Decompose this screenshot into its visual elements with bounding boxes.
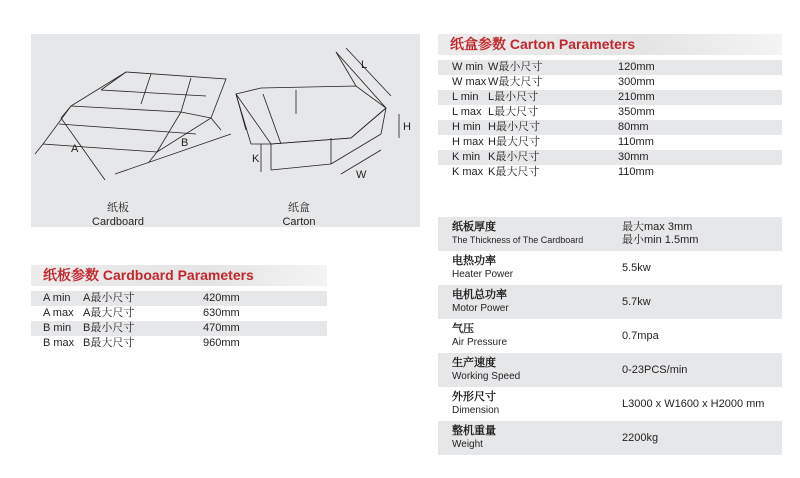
table-row — [438, 90, 782, 105]
cardboard-caption — [83, 201, 153, 229]
param-name: A max — [43, 306, 83, 321]
spec-value-min: 最小min 1.5mm — [622, 234, 699, 246]
spec-label-en: Working Speed — [452, 371, 521, 382]
param-value: 470mm — [203, 321, 327, 336]
param-name: W max — [452, 76, 487, 88]
carton-caption — [264, 201, 334, 229]
spec-value: 2200kg — [622, 421, 782, 455]
param-zh: W最小尺寸 — [488, 60, 618, 75]
param-zh: B最大尺寸 — [83, 336, 203, 351]
spec-value: 5.5kw — [622, 251, 782, 285]
table-row — [31, 336, 327, 351]
spec-value: L3000 x W1600 x H2000 mm — [622, 387, 782, 421]
spec-label-zh: 整机重量 — [452, 425, 496, 437]
cardboard-caption-en: Cardboard — [92, 216, 144, 228]
param-zh: W最大尺寸 — [488, 75, 618, 90]
spec-label-en: The Thickness of The Cardboard — [452, 235, 584, 245]
param-zh: L最大尺寸 — [488, 105, 618, 120]
table-row — [438, 150, 782, 165]
spec-label-zh: 纸板厚度 — [452, 221, 496, 233]
spec-row-heater — [438, 251, 782, 285]
param-zh: H最大尺寸 — [488, 135, 618, 150]
dim-h-label: H — [403, 121, 411, 133]
param-zh: A最大尺寸 — [83, 306, 203, 321]
spec-label-zh: 生产速度 — [452, 357, 496, 369]
param-zh: L最小尺寸 — [488, 90, 618, 105]
dim-l-label: L — [361, 59, 368, 71]
param-name: W min — [452, 60, 488, 75]
param-zh: K最小尺寸 — [488, 150, 618, 165]
spec-label-zh: 电机总功率 — [452, 289, 507, 301]
spec-value: 0-23PCS/min — [622, 353, 782, 387]
cardboard-caption-zh: 纸板 — [107, 202, 129, 214]
cardboard-params-table — [31, 291, 327, 351]
carton-caption-en: Carton — [282, 216, 316, 228]
param-name: L min — [452, 90, 488, 105]
param-value: 420mm — [203, 291, 327, 306]
param-zh: H最小尺寸 — [488, 120, 618, 135]
param-name: B min — [43, 321, 83, 336]
spec-label-en: Motor Power — [452, 303, 509, 314]
carton-box-drawing — [236, 48, 399, 174]
table-row — [438, 135, 782, 150]
spec-label-en: Weight — [452, 439, 483, 450]
spec-row-air — [438, 319, 782, 353]
table-row — [438, 75, 782, 90]
carton-params-table — [438, 60, 782, 180]
spec-label-en: Heater Power — [452, 269, 514, 280]
param-name: K max — [452, 165, 488, 180]
table-row — [31, 291, 327, 306]
table-row — [438, 60, 782, 75]
param-zh: B最小尺寸 — [83, 321, 203, 336]
cardboard-blank-drawing — [35, 72, 231, 180]
table-row — [438, 105, 782, 120]
spec-row-weight — [438, 421, 782, 455]
param-value: 300mm — [618, 75, 782, 90]
param-value: 350mm — [618, 105, 782, 120]
spec-label-en: Dimension — [452, 405, 500, 416]
dim-w-label: W — [356, 169, 367, 181]
spec-label-zh: 气压 — [452, 323, 474, 335]
spec-label-zh: 外形尺寸 — [452, 391, 496, 403]
param-value: 630mm — [203, 306, 327, 321]
param-value: 80mm — [618, 120, 782, 135]
spec-row-motor — [438, 285, 782, 319]
dim-a-label: A — [71, 143, 79, 155]
param-name: B max — [43, 336, 83, 351]
cardboard-params-title: 纸板参数 Cardboard Parameters — [31, 265, 327, 286]
dim-b-label: B — [181, 137, 189, 149]
carton-params-title: 纸盒参数 Carton Parameters — [438, 34, 782, 55]
param-value: 120mm — [618, 60, 782, 75]
table-row — [31, 306, 327, 321]
box-diagrams — [31, 34, 420, 227]
param-name: K min — [452, 150, 488, 165]
table-row — [438, 165, 782, 180]
spec-row-speed — [438, 353, 782, 387]
machine-specs-table — [438, 217, 782, 455]
table-row — [31, 321, 327, 336]
param-zh: K最大尺寸 — [488, 165, 618, 180]
dim-k-label: K — [252, 153, 260, 165]
carton-caption-zh: 纸盒 — [288, 202, 310, 214]
spec-value: 0.7mpa — [622, 319, 782, 353]
param-value: 960mm — [203, 336, 327, 351]
spec-label-en: Air Pressure — [452, 337, 508, 348]
diagram-panel — [31, 34, 420, 227]
param-name: H min — [452, 120, 488, 135]
spec-label-zh: 电热功率 — [452, 255, 496, 267]
spec-value: 5.7kw — [622, 285, 782, 319]
param-value: 110mm — [618, 165, 782, 180]
spec-row-thickness — [438, 217, 782, 251]
spec-row-dimension — [438, 387, 782, 421]
spec-value-max: 最大max 3mm — [622, 221, 693, 233]
param-value: 30mm — [618, 150, 782, 165]
param-value: 110mm — [618, 135, 782, 150]
table-row — [438, 120, 782, 135]
param-name: A min — [43, 291, 83, 306]
param-name: L max — [452, 105, 488, 120]
param-name: H max — [452, 135, 488, 150]
param-zh: A最小尺寸 — [83, 291, 203, 306]
param-value: 210mm — [618, 90, 782, 105]
